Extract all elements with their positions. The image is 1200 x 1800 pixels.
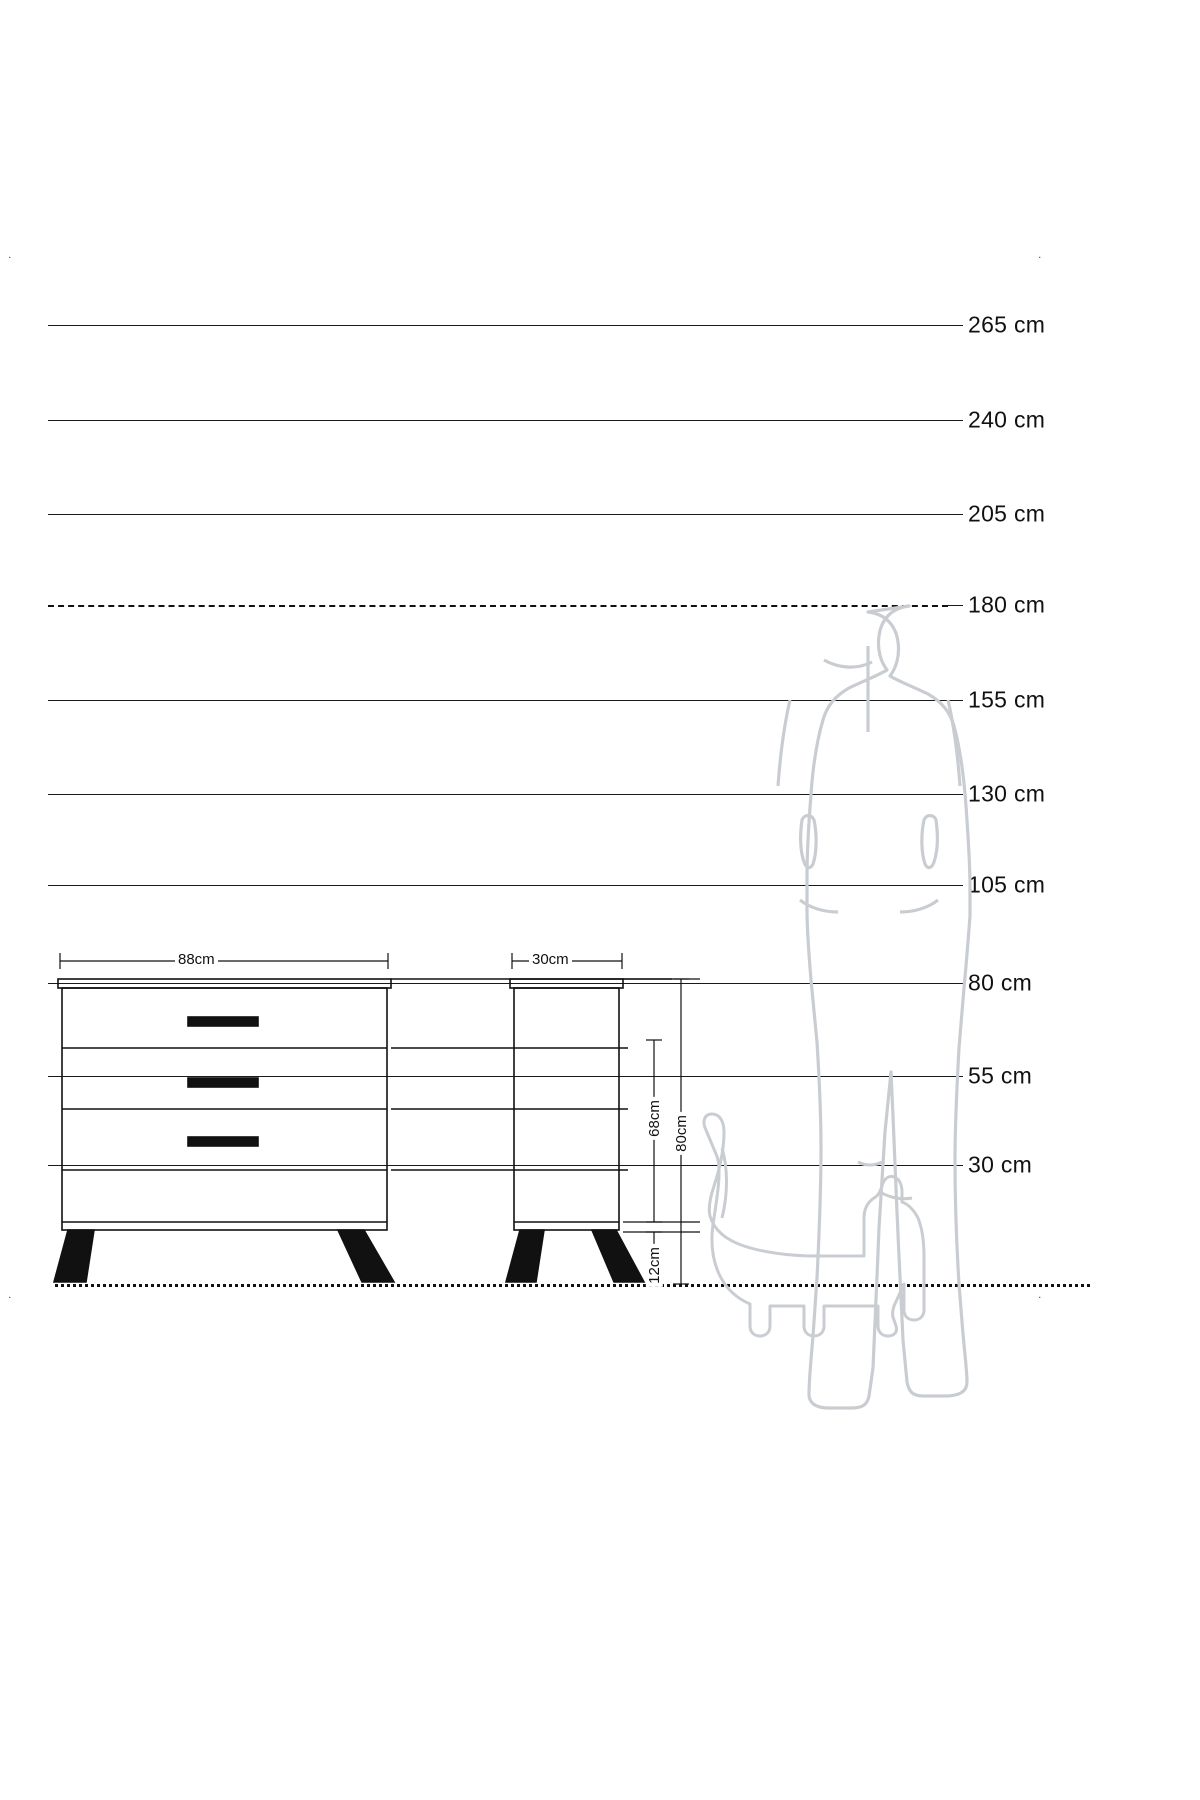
corner-mark-top-left: ˙ — [8, 254, 13, 270]
corner-mark-top-right: ˙ — [1038, 254, 1043, 270]
dimension-leg-height: 12cm — [646, 1244, 663, 1287]
scale-label-265: 265 cm — [968, 311, 1046, 338]
dimension-dresser-width: 88cm — [175, 951, 218, 968]
human-silhouette — [778, 606, 970, 1408]
scale-label-30: 30 cm — [968, 1151, 1033, 1178]
scale-label-180: 180 cm — [968, 591, 1046, 618]
scale-label-155: 155 cm — [968, 686, 1046, 713]
scale-label-80: 80 cm — [968, 969, 1033, 996]
scale-label-105: 105 cm — [968, 871, 1046, 898]
three-drawer-dresser — [54, 979, 672, 1282]
scale-label-55: 55 cm — [968, 1062, 1033, 1089]
dimension-cabinet-width: 30cm — [529, 951, 572, 968]
corner-mark-bottom-left: ˙ — [8, 1294, 13, 1310]
corner-mark-bottom-right: ˙ — [1038, 1294, 1043, 1310]
scale-label-240: 240 cm — [968, 406, 1046, 433]
scale-label-130: 130 cm — [968, 780, 1046, 807]
dimension-cabinet-body-height: 68cm — [646, 1097, 663, 1140]
dimension-cabinet-total-height: 80cm — [673, 1112, 690, 1155]
narrow-cabinet — [506, 979, 644, 1282]
scale-label-205: 205 cm — [968, 500, 1046, 527]
